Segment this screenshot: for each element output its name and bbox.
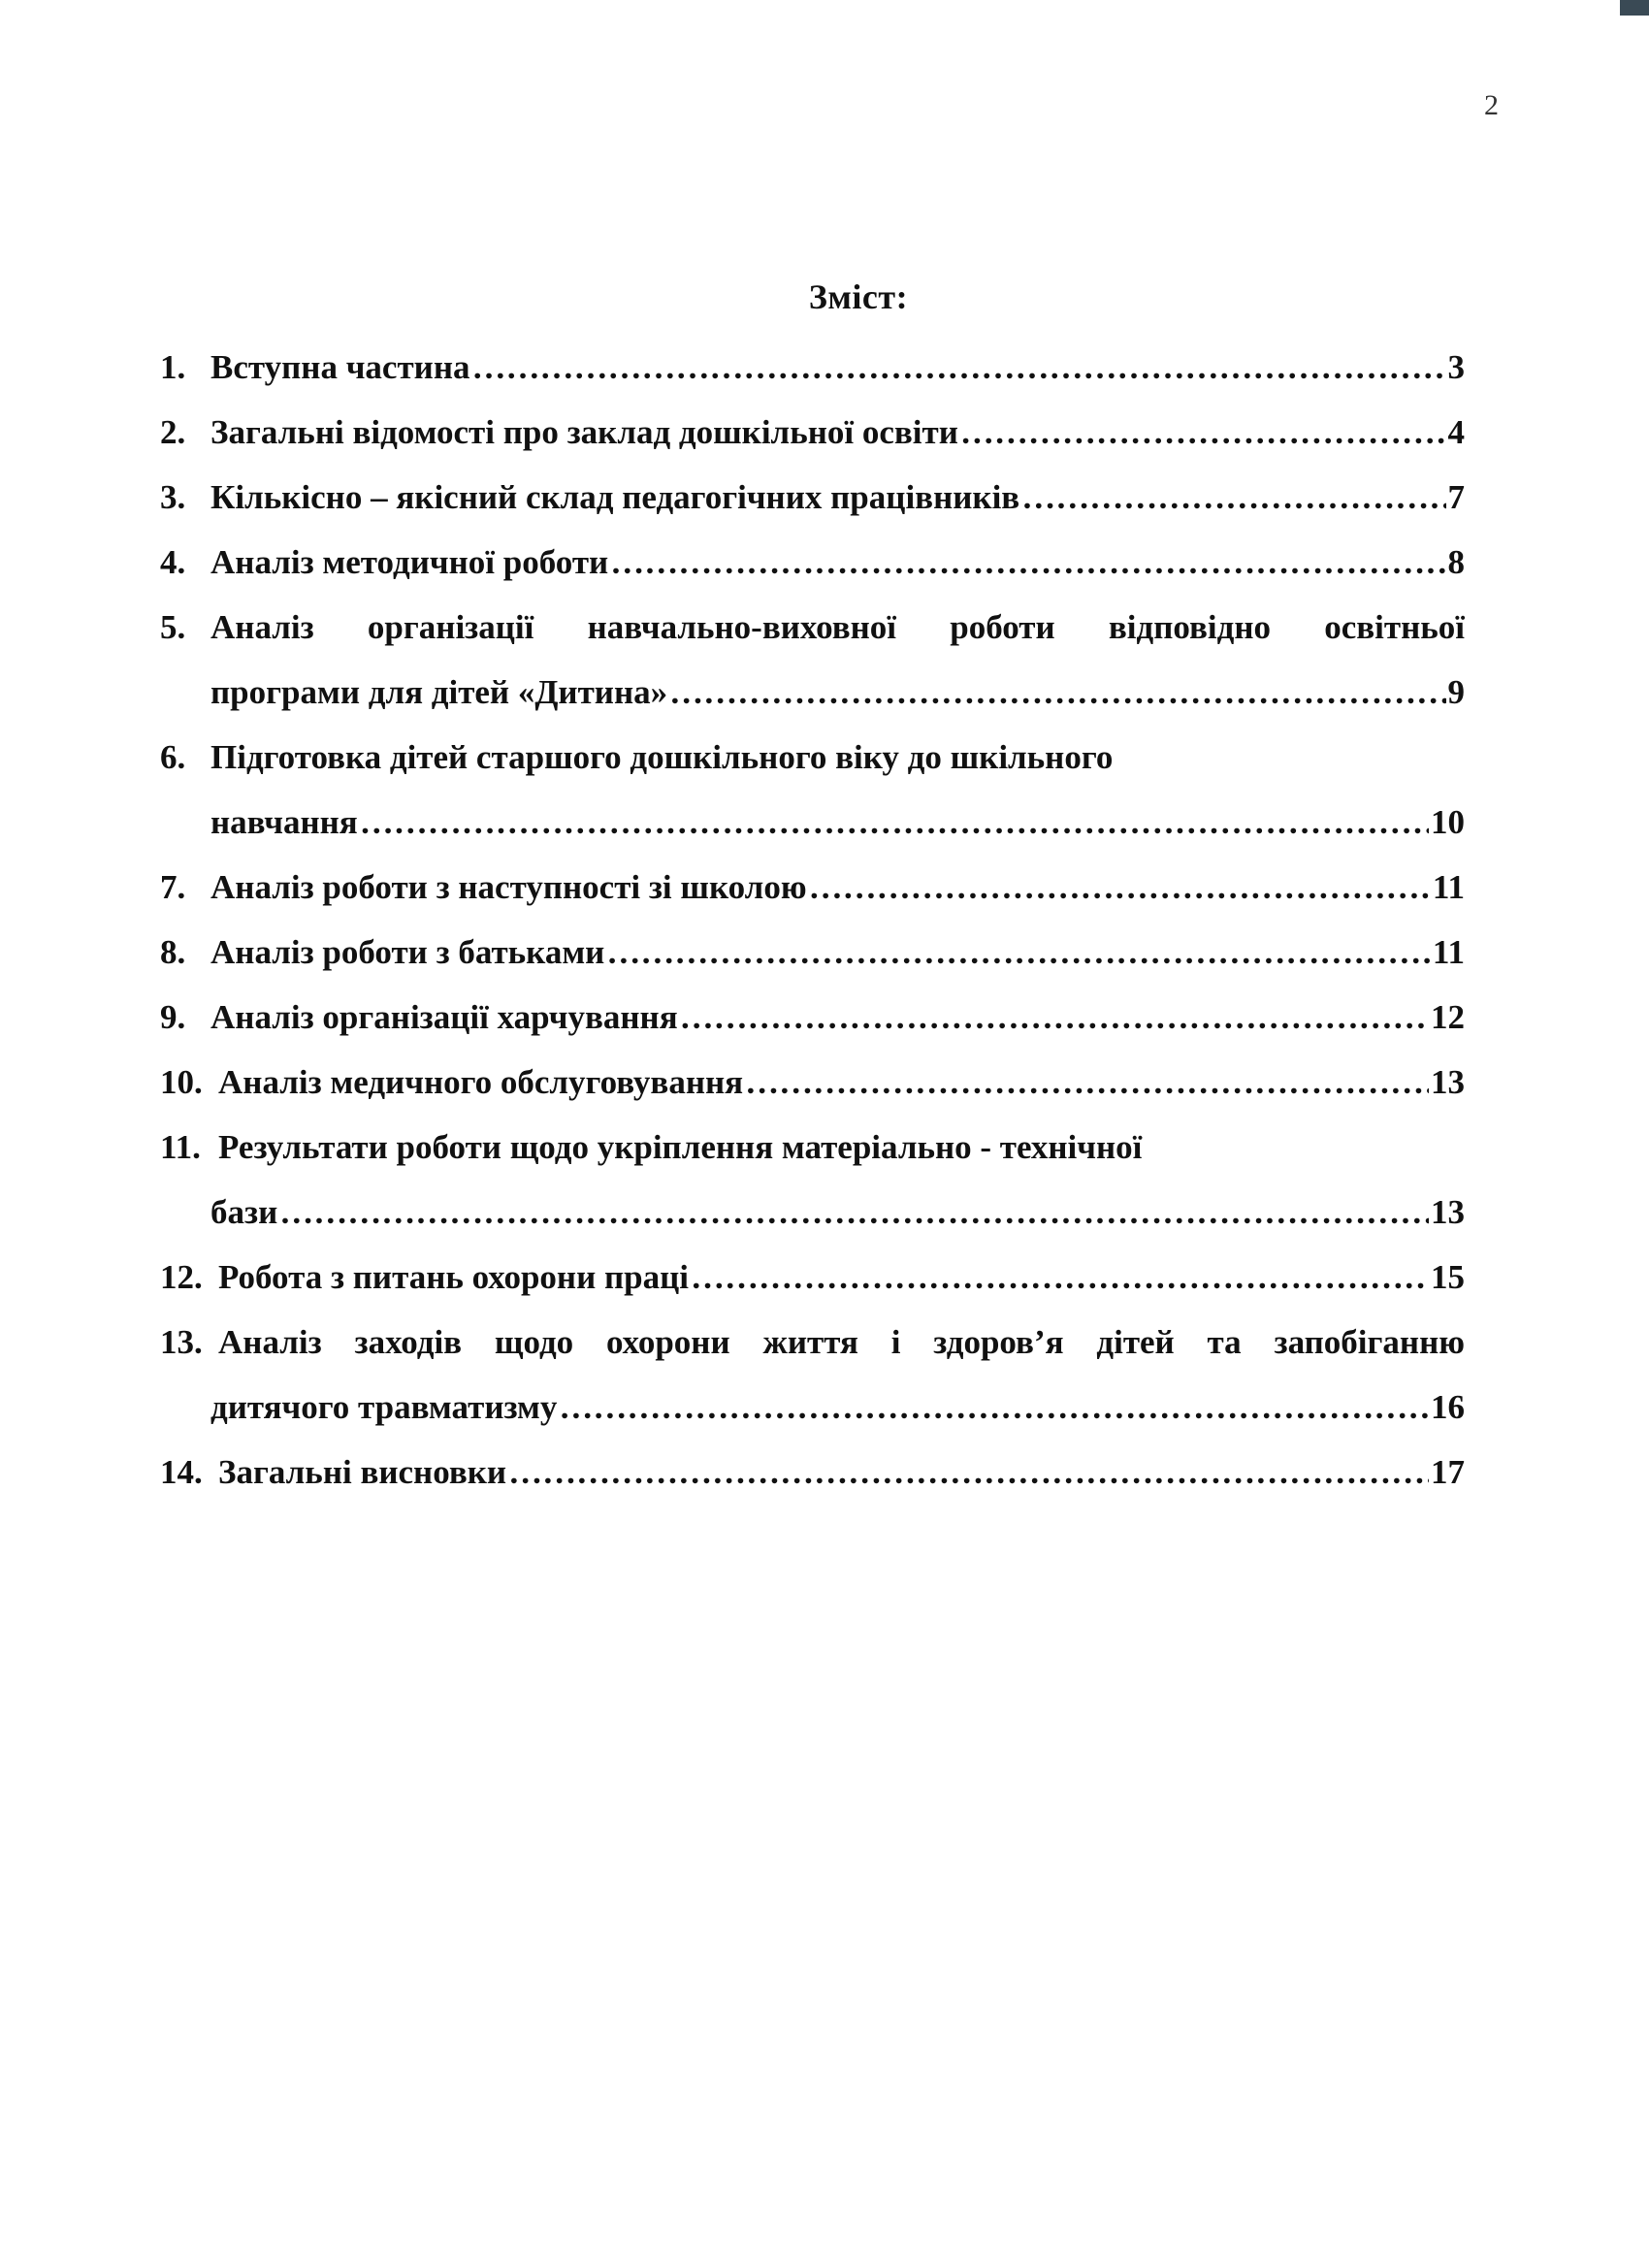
toc-item [160,985,1465,1050]
toc-item-number: 3. [160,478,186,516]
toc-item-title: Аналіз методичної роботи [210,543,609,581]
toc-leader-dots [279,1180,1429,1245]
toc-item-page: 11 [1432,868,1465,906]
toc-item [160,1245,1465,1310]
toc-item-title-line2: навчання [210,803,358,841]
toc-leader-dots [559,1375,1429,1440]
toc-item [160,595,1465,725]
page-number: 2 [1484,89,1499,121]
toc-item [160,530,1465,595]
toc-list [160,335,1465,1505]
toc-item [160,855,1465,920]
toc-leader-dots [745,1050,1429,1115]
toc-item-page: 17 [1431,1453,1465,1491]
toc-item-title-line1: Підготовка дітей старшого дошкільного віку до шкільного [210,738,1114,776]
toc-item-page: 13 [1431,1193,1465,1231]
toc-item-title: Аналіз медичного обслуговування [218,1063,744,1101]
toc-item-page: 12 [1431,998,1465,1036]
toc-item [160,335,1465,400]
toc-item-title-line2: програми для дітей «Дитина» [210,673,668,711]
toc-title: Зміст: [808,277,909,316]
toc-item-title: Загальні відомості про заклад дошкільної освіти [210,413,958,451]
toc-item-page: 3 [1447,348,1465,386]
toc-leader-dots [809,855,1431,920]
toc-item [160,1440,1465,1505]
toc-item-title: Кількісно – якісний склад педагогічних працівників [210,478,1020,516]
toc-item-page: 8 [1447,543,1465,581]
toc-item-number: 1. [160,348,186,386]
toc-item-title-line1: Аналіз заходів щодо охорони життя і здоров’я дітей та запобіганню [218,1323,1465,1361]
toc-item-page: 16 [1431,1388,1465,1426]
toc-item-page: 7 [1447,478,1465,516]
toc-leader-dots [610,530,1445,595]
toc-item-number: 8. [160,933,186,971]
toc-item-title-line2: дитячого травматизму [210,1388,558,1426]
toc-item [160,1310,1465,1440]
toc-leader-dots [360,790,1429,855]
toc-item-page: 11 [1432,933,1465,971]
toc-item-number: 14. [160,1453,203,1491]
toc-item-page: 4 [1447,413,1465,451]
toc-item-number: 12. [160,1258,203,1296]
toc-item-number: 9. [160,998,186,1036]
toc-item [160,1115,1465,1245]
toc-leader-dots [960,400,1446,465]
toc-leader-dots [508,1440,1429,1505]
toc-leader-dots [680,985,1429,1050]
toc-item-number: 13. [160,1323,203,1361]
toc-item-title: Робота з питань охорони праці [218,1258,690,1296]
toc-item [160,465,1465,530]
toc-item-number: 7. [160,868,186,906]
toc-leader-dots [691,1245,1429,1310]
toc-item-title: Аналіз організації харчування [210,998,678,1036]
toc-leader-dots [472,335,1446,400]
toc-item-number: 10. [160,1063,203,1101]
toc-item-number: 11. [160,1128,201,1166]
toc-item-title-line1: Аналіз організації навчально-виховної роботи відповідно освітньої [210,608,1465,646]
toc-leader-dots [606,920,1431,985]
toc-item-title: Аналіз роботи з батьками [210,933,605,971]
toc-item [160,400,1465,465]
toc-item-title-line2: бази [210,1193,278,1231]
toc-item-number: 5. [160,608,186,646]
toc-item-number: 6. [160,738,186,776]
scan-edge-mark [1620,0,1649,16]
toc-leader-dots [1021,465,1445,530]
toc-item-number: 2. [160,413,186,451]
toc-item-title: Аналіз роботи з наступності зі школою [210,868,807,906]
toc-item-page: 15 [1431,1258,1465,1296]
toc-item [160,725,1465,855]
toc-item-page: 10 [1431,803,1465,841]
toc-leader-dots [669,660,1445,725]
toc-item-title: Загальні висновки [218,1453,507,1491]
toc-item [160,920,1465,985]
toc-item-page: 9 [1447,673,1465,711]
toc-item-page: 13 [1431,1063,1465,1101]
table-of-contents [160,276,1465,1505]
toc-item-number: 4. [160,543,186,581]
toc-item [160,1050,1465,1115]
toc-item-title: Вступна частина [210,348,470,386]
toc-item-title-line1: Результати роботи щодо укріплення матеріально - технічної [218,1128,1143,1166]
